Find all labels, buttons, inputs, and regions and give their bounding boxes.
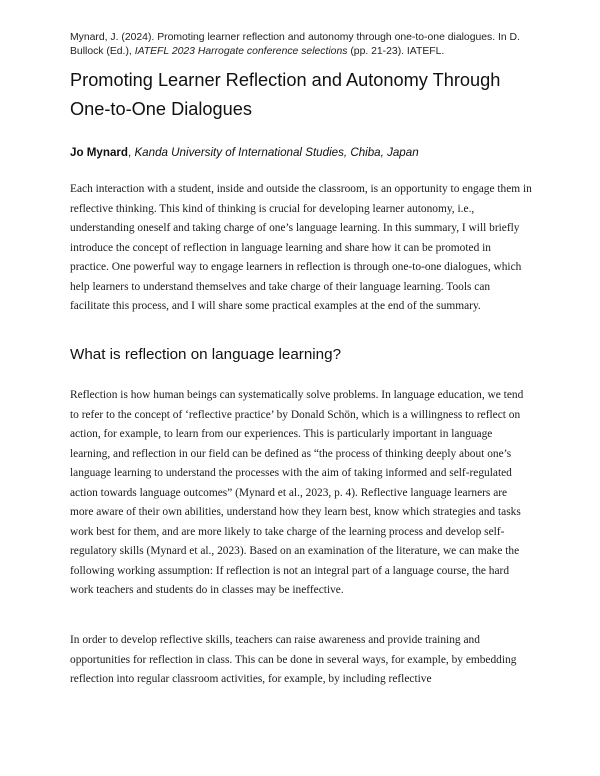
- citation-header: [70, 31, 540, 59]
- section-heading: What is reflection on language learning?: [70, 346, 342, 363]
- body-paragraph-1: Reflection is how human beings can systematically solve problems. In language education, we tend to refer to the concept of ‘reflective practice’ by Donald Schön, which is a willingness to reflect on action, for example, to learn from our experiences. This is particularly important in language learning, and reflection in our field can be defined as “the process of thinking deeply about one’s language learning to understand the processes with the aim of taking informed and self-regulated action towards language outcomes” (Mynard et al., 2023, p. 4). Reflective language learners are more aware of their own abilities, understand how they learn best, know which strategies and tasks work best for them, and are more likely to take charge of the learning process and develop self-regulatory skills (Mynard et al., 2023). Based on an examination of the literature, we can make the following working assumption: If reflection is not an integral part of a language course, the hard work teachers and students do in classes may be ineffective.: [70, 389, 524, 596]
- citation-italic-title: IATEFL 2023 Harrogate conference selections: [134, 46, 348, 57]
- intro-paragraph: Each interaction with a student, inside and outside the classroom, is an opportunity to engage them in reflective thinking. This kind of thinking is crucial for developing learner autonomy, i.e., understanding oneself and taking charge of one’s language learning. In this summary, I will briefly introduce the concept of reflection in language learning and share how it can be promoted in practice. One powerful way to engage learners in reflection is through one-to-one dialogues, which help learners to understand themselves and take charge of their language learning. Tools can facilitate this process, and I will share some practical examples at the end of the summary.: [70, 183, 532, 312]
- paper-title: Promoting Learner Reflection and Autonomy Through One-to-One Dialogues: [70, 70, 501, 119]
- citation-prefix: Mynard, J. (2024). Promoting learner reflection and autonomy through one-to-one dialogues. In D. Bullock (Ed.),: [70, 32, 520, 57]
- citation-suffix: (pp. 21-23). IATEFL.: [347, 46, 445, 57]
- author-name: Jo Mynard: [70, 146, 128, 159]
- author-line: [70, 145, 540, 161]
- author-separator: ,: [127, 146, 135, 159]
- body-paragraph-2: In order to develop reflective skills, teachers can raise awareness and provide training and opportunities for reflection in class. This can be done in several ways, for example, by embedding reflection into regular classroom activities, for example, by including reflective: [70, 634, 517, 685]
- author-affiliation: Kanda University of International Studies, Chiba, Japan: [134, 146, 419, 159]
